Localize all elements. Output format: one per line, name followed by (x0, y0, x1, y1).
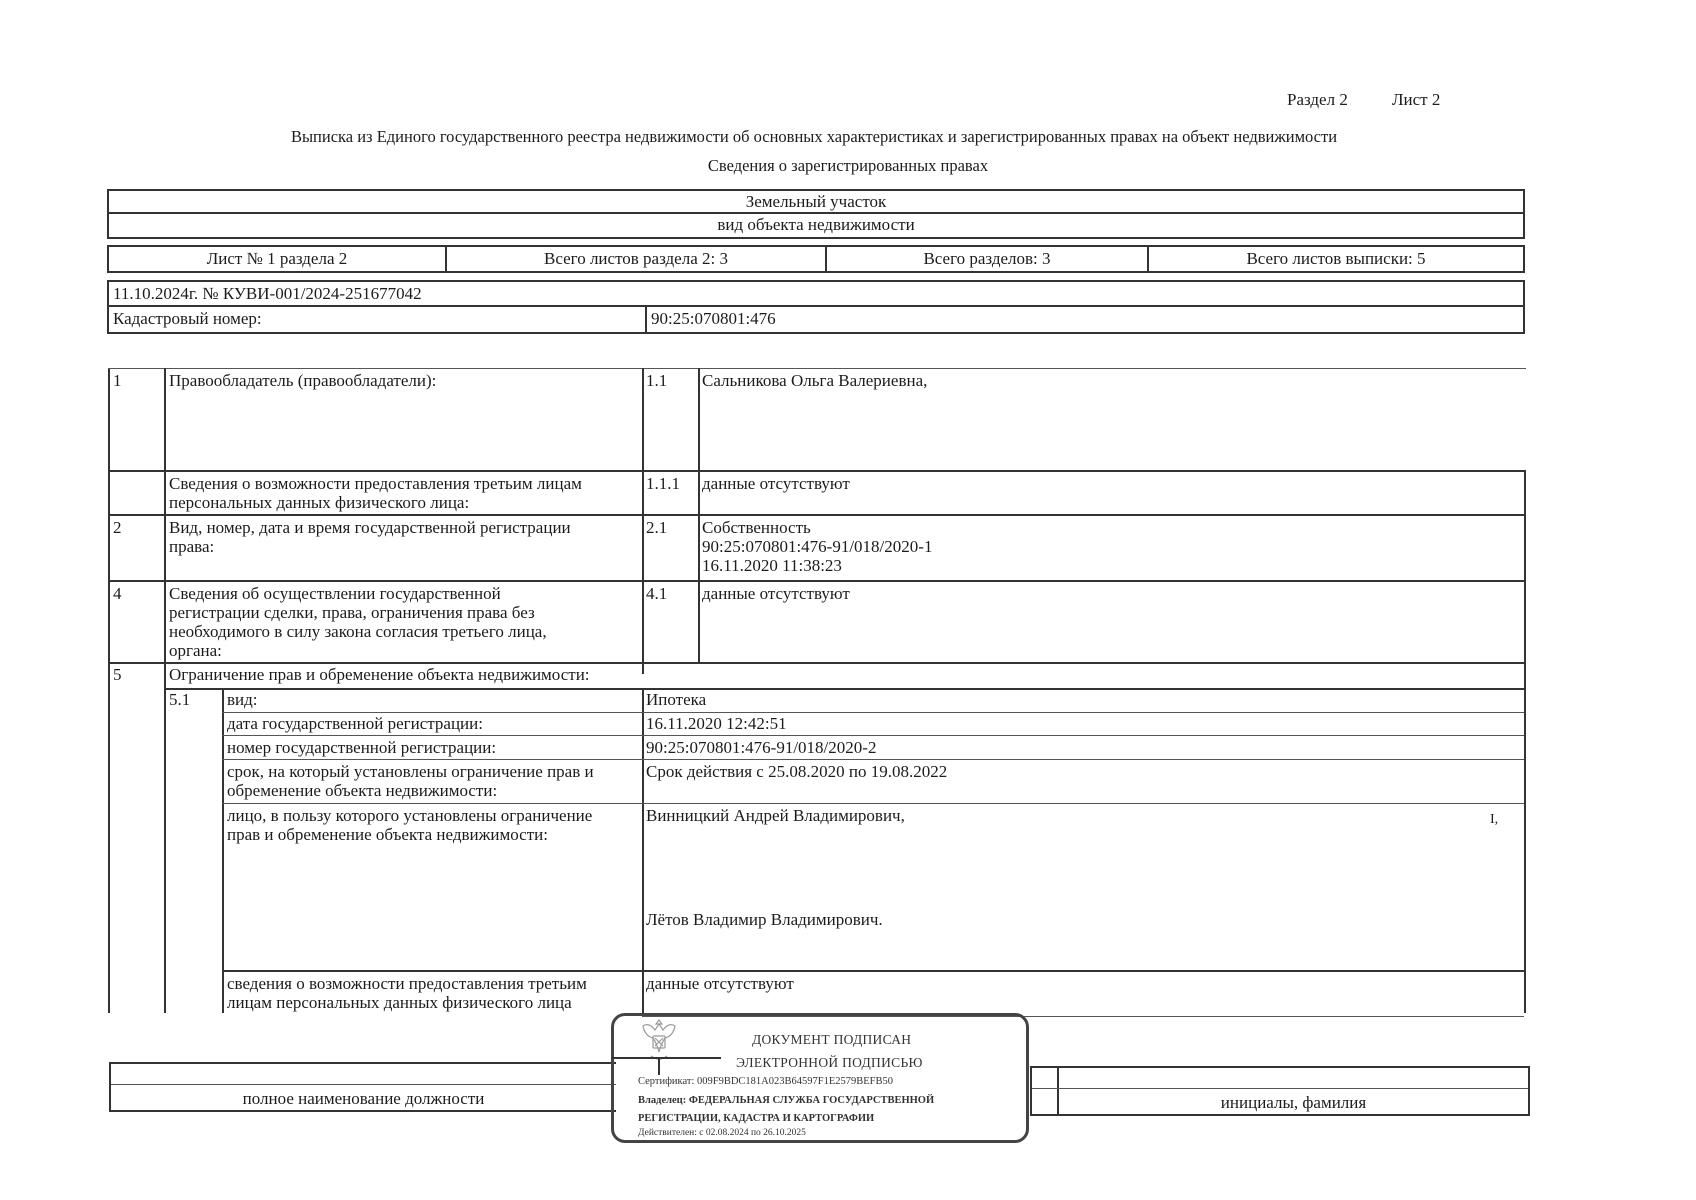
table-border (108, 368, 110, 1013)
total-sections: Всего разделов: 3 (923, 249, 1051, 268)
encumbrance-kind-value: Ипотека (646, 690, 707, 709)
row-sub-number: 1.1 (646, 371, 668, 390)
row-number: 2 (113, 518, 122, 537)
registration-type: Собственность (702, 518, 811, 537)
signature-position-box (109, 1062, 616, 1112)
divider (222, 970, 1524, 972)
divider (642, 368, 644, 674)
object-type-caption: вид объекта недвижимости (717, 215, 915, 234)
encumbrance-date-value: 16.11.2020 12:42:51 (646, 714, 787, 733)
divider (108, 514, 1524, 516)
consent-label: необходимого в силу закона согласия третьего лица, (169, 622, 547, 641)
consent-label: Сведения об осуществлении государственной (169, 584, 501, 603)
stamp-owner: РЕГИСТРАЦИИ, КАДАСТРА И КАРТОГРАФИИ (638, 1113, 875, 1124)
divider (222, 759, 1524, 760)
divider (222, 735, 1524, 736)
stamp-owner: Владелец: ФЕДЕРАЛЬНАЯ СЛУЖБА ГОСУДАРСТВЕННОЙ (638, 1095, 935, 1106)
personal-data-label: персональных данных физического лица: (169, 493, 470, 512)
rights-holder-label: Правообладатель (правообладатели): (169, 371, 437, 390)
total-sheets-extract: Всего листов выписки: 5 (1246, 249, 1426, 268)
registration-number: 90:25:070801:476-91/018/2020-1 (702, 537, 933, 556)
row-number: 5 (113, 665, 122, 684)
divider (222, 712, 1524, 713)
divider (164, 674, 166, 1013)
beneficiary-name: Винницкий Андрей Владимирович, (646, 806, 905, 825)
row-sub-number: 1.1.1 (646, 474, 680, 493)
personal-data-label: Сведения о возможности предоставления третьим лицам (169, 474, 582, 493)
document-title: Выписка из Единого государственного реестра недвижимости об основных характеристиках и зарегистрированных правах на объект недвижимости (290, 127, 1338, 146)
divider (611, 1057, 721, 1059)
row-sub-number: 5.1 (169, 690, 191, 709)
divider (108, 470, 1524, 472)
beneficiary-name: Лётов Владимир Владимирович. (646, 910, 883, 929)
divider (108, 580, 1524, 582)
extract-date-number: 11.10.2024г. № КУВИ-001/2024-251677042 (113, 284, 422, 303)
registration-label: Вид, номер, дата и время государственной регистрации (169, 518, 571, 537)
stamp-validity: Действителен: с 02.08.2024 по 26.10.2025 (638, 1128, 806, 1138)
signature-name-box (1030, 1066, 1530, 1116)
divider (111, 1084, 616, 1085)
divider (642, 688, 644, 1013)
cadastral-number-value: 90:25:070801:476 (651, 309, 776, 328)
table-border (1524, 470, 1526, 1013)
encumbrance-label: Ограничение прав и обременение объекта недвижимости: (169, 665, 590, 684)
divider (698, 474, 700, 664)
divider (698, 368, 700, 474)
personal-data-label: лицам персональных данных физического лица (227, 993, 572, 1012)
sheet-label: Лист 2 (1392, 90, 1441, 109)
row-number: 1 (113, 371, 122, 390)
row-number: 4 (113, 584, 122, 603)
divider (658, 1057, 660, 1075)
beneficiary-label: лицо, в пользу которого установлены ограничение (227, 806, 593, 825)
encumbrance-kind-label: вид: (227, 690, 258, 709)
document-subtitle: Сведения о зарегистрированных правах (707, 156, 989, 175)
personal-data-label: сведения о возможности предоставления третьим (227, 974, 587, 993)
registration-datetime: 16.11.2020 11:38:23 (702, 556, 842, 575)
encumbrance-date-label: дата государственной регистрации: (227, 714, 483, 733)
registration-label: права: (169, 537, 215, 556)
name-caption: инициалы, фамилия (1220, 1093, 1367, 1112)
row-sub-number: 2.1 (646, 518, 668, 537)
table-border (108, 368, 1526, 369)
beneficiary-name-tail: I, (1490, 812, 1499, 827)
cadastral-number-label: Кадастровый номер: (113, 309, 262, 328)
divider (164, 368, 166, 674)
consent-label: регистрации сделки, права, ограничения права без (169, 603, 535, 622)
personal-data-value: данные отсутствуют (702, 474, 850, 493)
beneficiary-label: прав и обременение объекта недвижимости: (227, 825, 548, 844)
encumbrance-term-label: срок, на который установлены ограничение прав и (227, 762, 594, 781)
total-sheets-section: Всего листов раздела 2: 3 (544, 249, 728, 268)
sheet-of-section: Лист № 1 раздела 2 (206, 249, 348, 268)
position-caption: полное наименование должности (242, 1089, 485, 1108)
section-label: Раздел 2 (1287, 90, 1348, 109)
personal-data-value: данные отсутствуют (646, 974, 794, 993)
divider (1032, 1088, 1528, 1089)
rights-holder-value: Сальникова Ольга Валериевна, (702, 371, 928, 390)
stamp-certificate: Сертификат: 009F9BDC181A023B64597F1E2579BEFB50 (638, 1076, 894, 1087)
divider (164, 688, 1524, 690)
divider (222, 803, 1524, 804)
divider (222, 688, 224, 1013)
stamp-line1: ДОКУМЕНТ ПОДПИСАН (752, 1032, 912, 1047)
stamp-line2: ЭЛЕКТРОННОЙ ПОДПИСЬЮ (736, 1055, 923, 1070)
divider (108, 662, 1524, 664)
consent-label: органа: (169, 641, 222, 660)
encumbrance-number-value: 90:25:070801:476-91/018/2020-2 (646, 738, 877, 757)
object-type-value: Земельный участок (745, 192, 887, 211)
encumbrance-term-value: Срок действия с 25.08.2020 по 19.08.2022 (646, 762, 948, 781)
encumbrance-term-label: обременение объекта недвижимости: (227, 781, 498, 800)
encumbrance-number-label: номер государственной регистрации: (227, 738, 497, 757)
row-sub-number: 4.1 (646, 584, 668, 603)
consent-value: данные отсутствуют (702, 584, 850, 603)
